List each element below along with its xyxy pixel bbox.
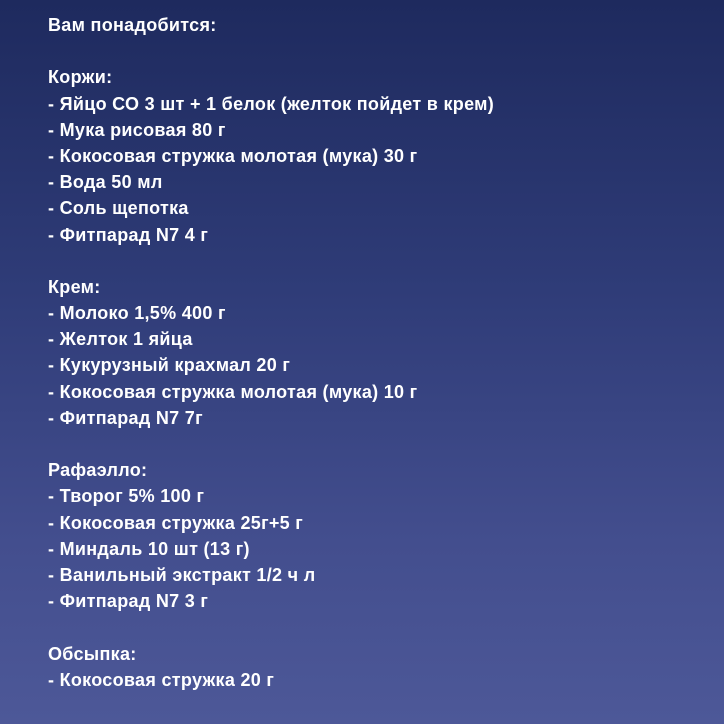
section-krem [48,274,708,431]
ingredient-item: - Молоко 1,5% 400 г [48,303,226,324]
ingredient-item: - Кокосовая стружка 25г+5 г [48,512,304,533]
ingredient-item: - Фитпарад N7 4 г [48,224,209,245]
ingredient-item: - Соль щепотка [48,198,189,219]
ingredient-item: - Фитпарад N7 7г [48,407,203,428]
ingredient-item: - Миндаль 10 шт (13 г) [48,538,250,559]
section-heading-korzhi: Коржи: [48,67,113,88]
section-heading-obsypka: Обсыпка: [48,643,137,664]
ingredient-item: - Кукурузный крахмал 20 г [48,355,291,376]
ingredient-item: - Кокосовая стружка 20 г [48,669,275,690]
ingredient-item: - Фитпарад N7 3 г [48,591,209,612]
ingredient-item: - Желток 1 яйца [48,329,193,350]
section-korzhi [48,64,708,247]
ingredient-item: - Кокосовая стружка молотая (мука) 30 г [48,145,418,166]
ingredient-item: - Ванильный экстракт 1/2 ч л [48,564,316,585]
section-heading-krem: Крем: [48,276,101,297]
ingredient-item: - Мука рисовая 80 г [48,119,226,140]
recipe-ingredients-text [48,12,708,693]
ingredient-item: - Вода 50 мл [48,172,163,193]
section-obsypka [48,641,708,693]
section-spacer [48,614,708,640]
ingredient-item: - Яйцо СО 3 шт + 1 белок (желток пойдет в крем) [48,93,495,114]
section-spacer [48,431,708,457]
ingredient-item: - Кокосовая стружка молотая (мука) 10 г [48,381,418,402]
ingredient-item: - Творог 5% 100 г [48,486,205,507]
section-spacer [48,248,708,274]
section-heading-rafaello: Рафаэлло: [48,460,148,481]
section-rafaello [48,457,708,614]
page-title: Вам понадобится: [48,15,217,35]
